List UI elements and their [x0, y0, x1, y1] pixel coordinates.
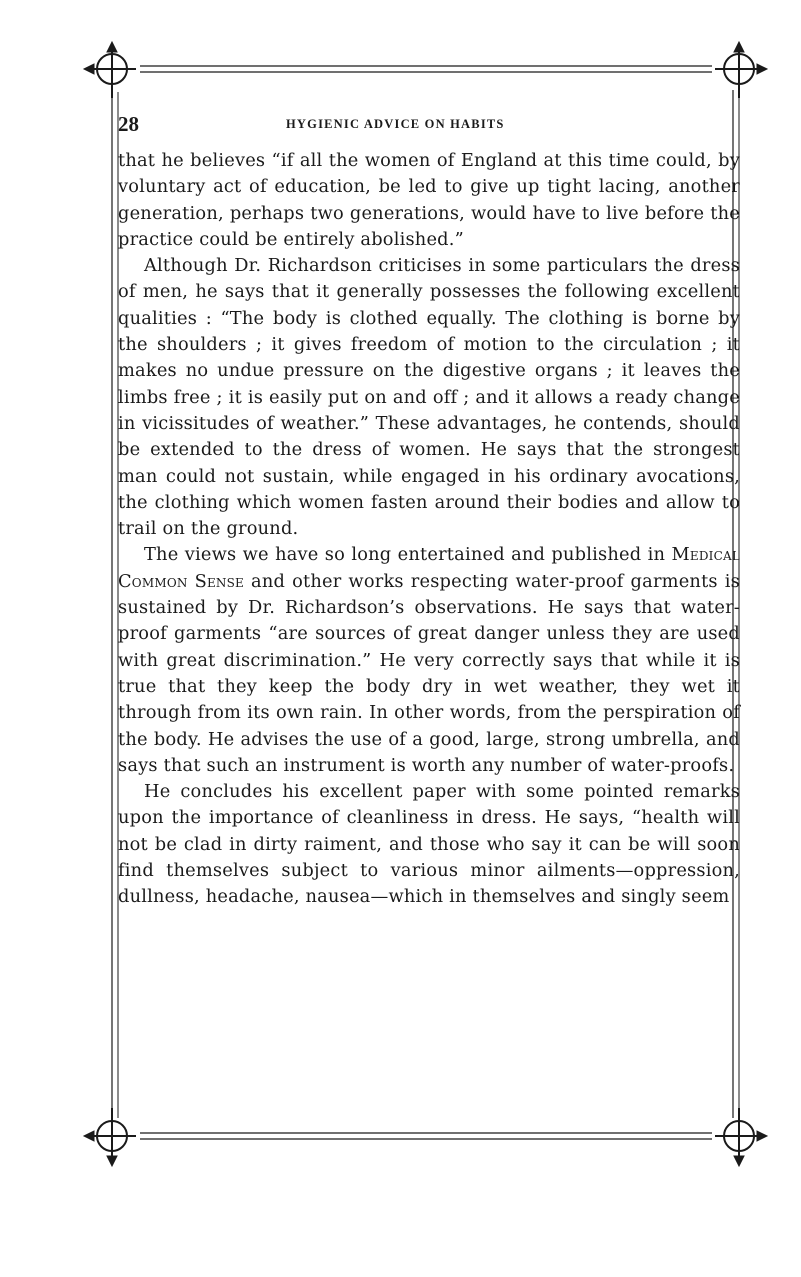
page-header [118, 112, 718, 136]
corner-ornament-top-left [84, 42, 136, 98]
paragraph-2: Although Dr. Richardson criticises in some particulars the dress of men, he says that it generally possesses the following excellent qualities : “The body is clothed equally. The clothing is borne by the shoulders ; it gives freedom of motion to the circulation ; it makes no undue pressure on the digestive organs ; it leaves the limbs free ; it is easily put on and off ; and it allows a ready change in vicissitudes of weather.” These advantages, he contends, should be extended to the dress of women. He says that the strongest man could not sustain, while engaged in his ordinary avocations, the clothing which women fasten around their bodies and allow to trail on the ground. [118, 255, 740, 540]
paragraph-3-start: The views we have so long entertained and published in [144, 544, 672, 566]
corner-ornament-top-right [715, 42, 767, 98]
paragraph-3-rest: and other works respecting water-proof garments is sustained by Dr. Richardson’s observations. He says that water-proof garments “are sources of great danger unless they are used with great discrimination.” He very correctly says that while it is true that they keep the body dry in wet weather, they wet it through from its own rain. In other words, from the perspiration of the body. He advises the use of a good, large, strong umbrella, and says that such an instrument is worth any number of water-proofs. [118, 570, 740, 776]
corner-ornament-bottom-right [715, 1108, 767, 1166]
body-text [118, 148, 740, 911]
paragraph-3 [118, 542, 740, 779]
paragraph-4: He concludes his excellent paper with some pointed remarks upon the importance of cleanliness in dress. He says, “health will not be clad in dirty raiment, and those who say it can be will soon find themselves subject to various minor ailments—oppression, dullness, headache, nausea—which in themselves and singly seem [118, 781, 740, 908]
page-number: 28 [118, 112, 139, 136]
book-title: Medical Common Sense [118, 544, 740, 592]
corner-ornament-bottom-left [84, 1108, 136, 1166]
paragraph-1: that he believes “if all the women of England at this time could, by voluntary act of education, be led to give up tight lacing, another generation, perhaps two generations, would have to live before the practice could be entirely abolished.” [118, 150, 740, 250]
running-head: HYGIENIC ADVICE ON HABITS [286, 117, 505, 131]
